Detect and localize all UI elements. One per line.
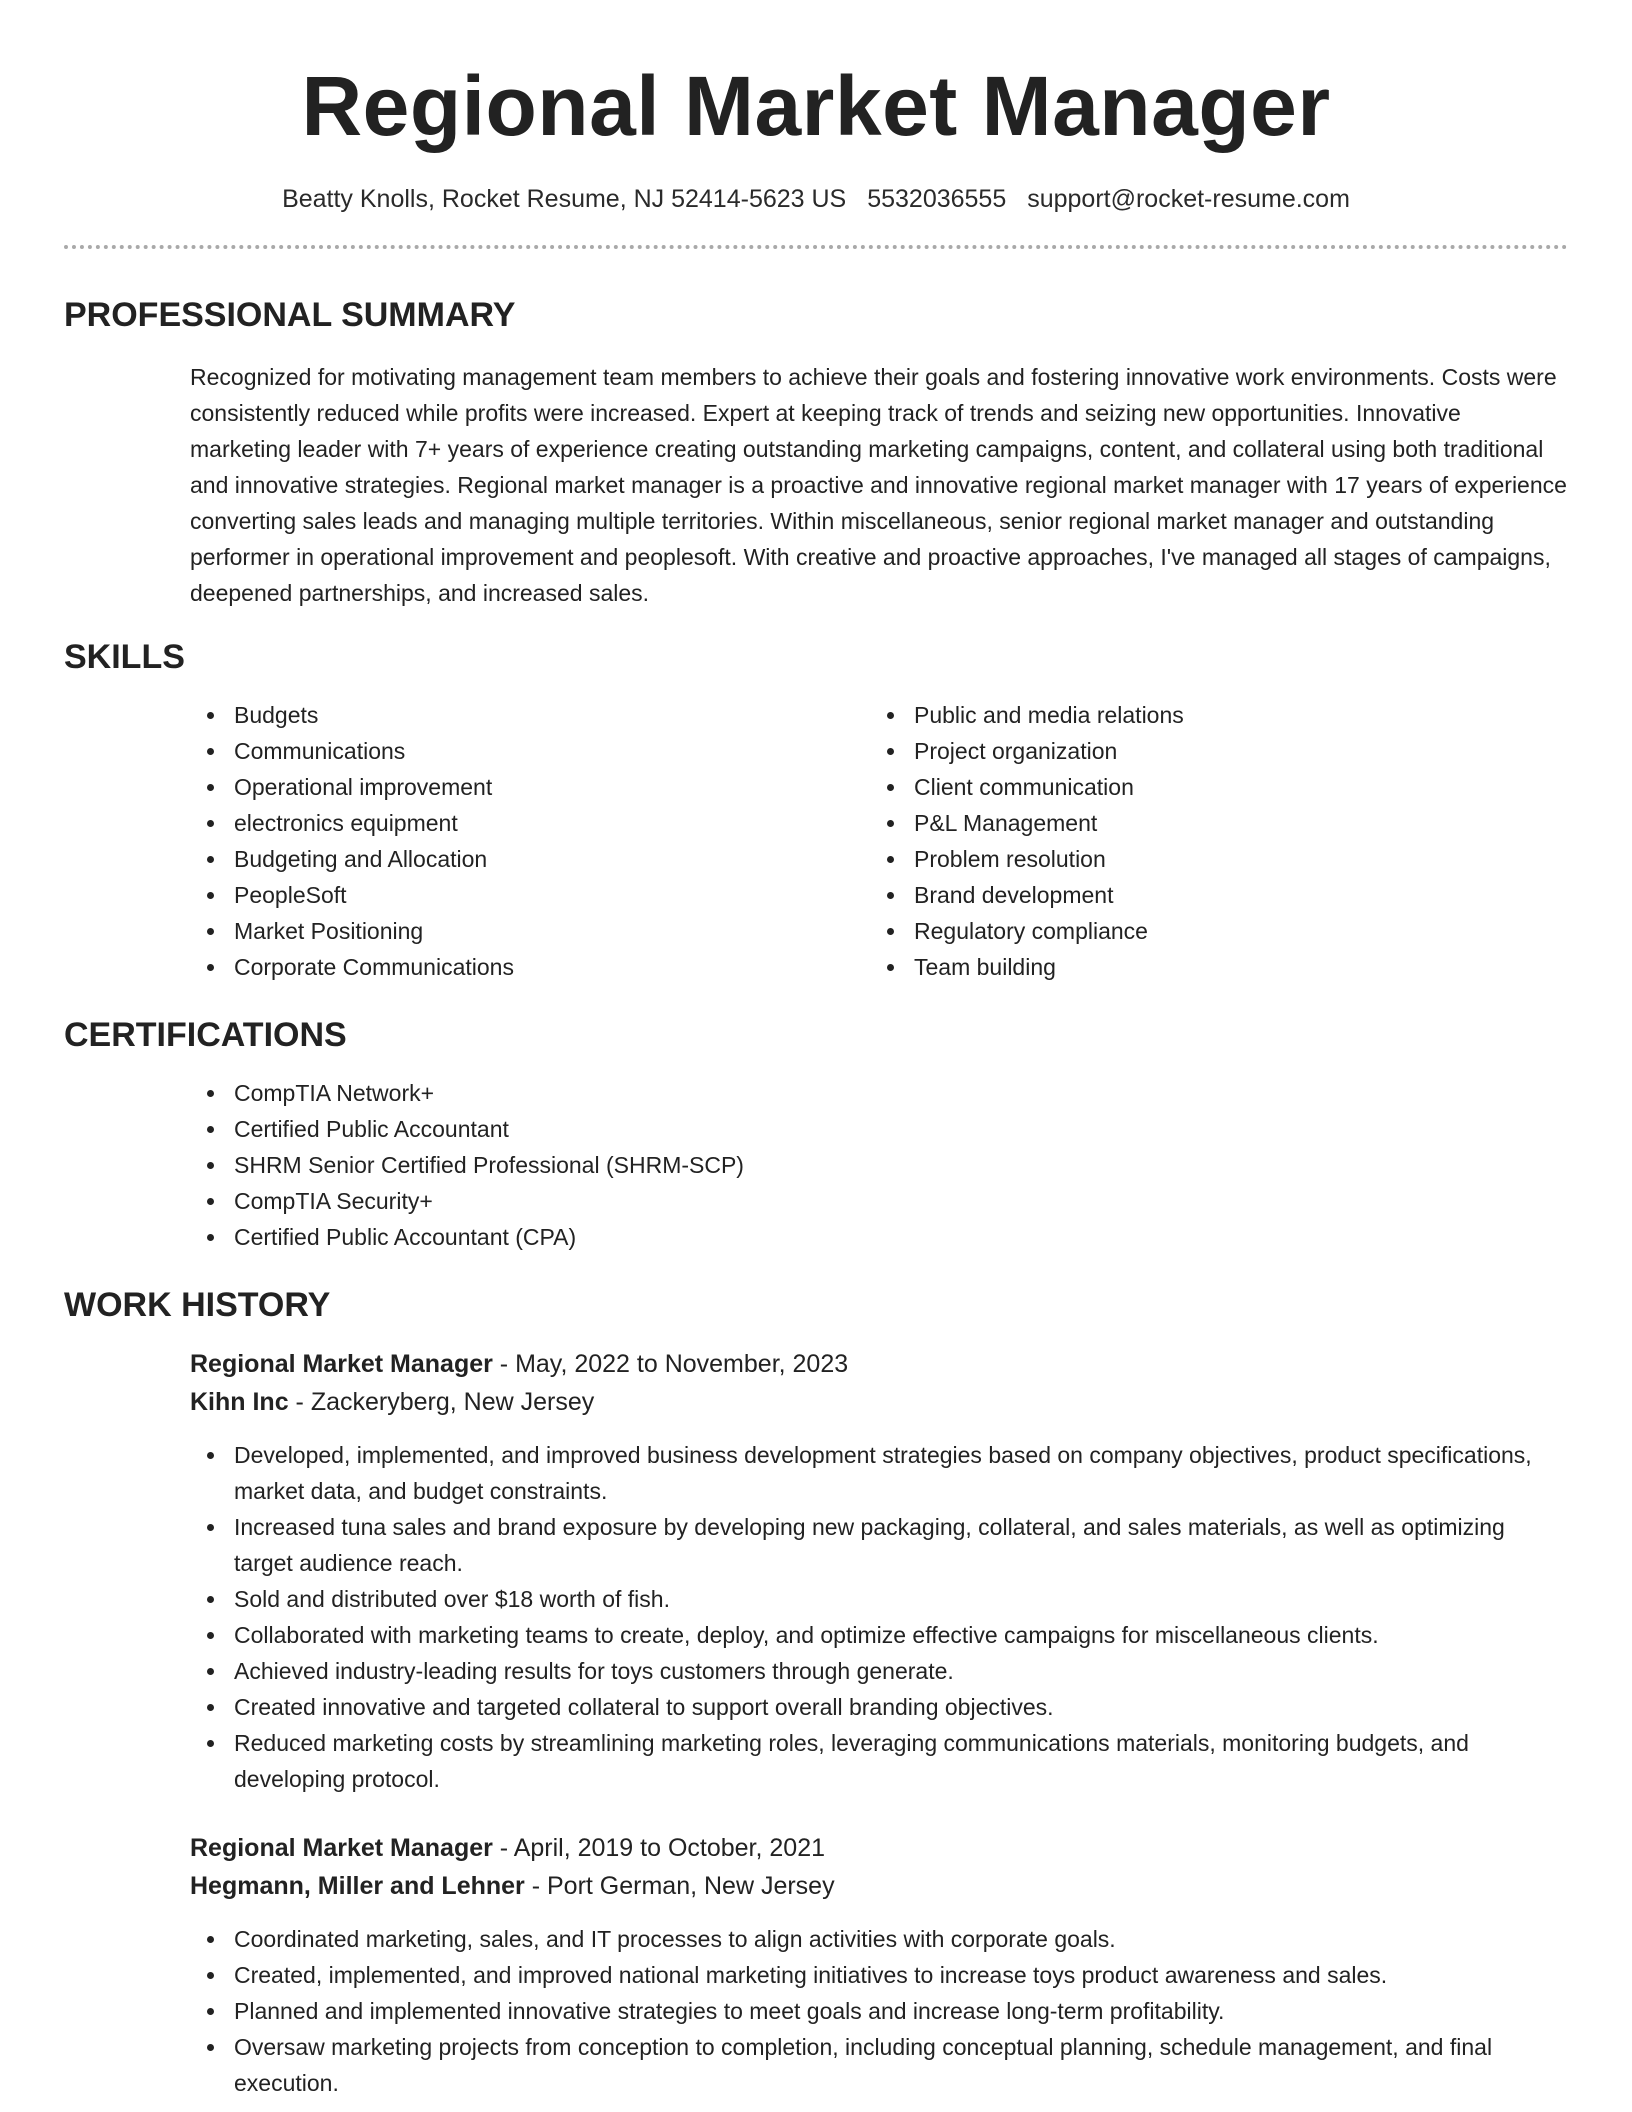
job-bullet: Achieved industry-leading results for toys customers through generate.: [190, 1653, 1568, 1689]
summary-text: Recognized for motivating management team members to achieve their goals and fostering innovative work environments. Costs were consistently reduced while profits were increased. Expert at keeping track of trends and seizing new opportunities. Innovative marketing leader with 7+ years of experience creating outstanding marketing campaigns, content, and collateral using both traditional and innovative strategies. Regional market manager is a proactive and innovative regional market manager with 17 years of experience converting sales leads and managing multiple territories. Within miscellaneous, senior regional market manager and outstanding performer in operational improvement and peoplesoft. With creative and proactive approaches, I've managed all stages of campaigns, deepened partnerships, and increased sales.: [190, 364, 1567, 606]
job-bullets: [190, 1921, 1568, 2101]
certification-item: CompTIA Network+: [190, 1075, 1568, 1111]
skill-item: Communications: [190, 733, 870, 769]
skill-item: Market Positioning: [190, 913, 870, 949]
job-bullets: [190, 1437, 1568, 1797]
job-location: - Zackeryberg, New Jersey: [288, 1388, 595, 1416]
skill-item: Public and media relations: [870, 697, 1550, 733]
job-bullet: Developed, implemented, and improved business development strategies based on company objectives, product specifications, market data, and budget constraints.: [190, 1437, 1568, 1509]
skills-columns: [190, 697, 1568, 985]
certification-item: SHRM Senior Certified Professional (SHRM-SCP): [190, 1147, 1568, 1183]
resume-name: Regional Market Manager: [301, 59, 1331, 153]
skills-list-left: [190, 697, 870, 985]
job-bullet: Oversaw marketing projects from conception to completion, including conceptual planning, schedule management, and final execution.: [190, 2029, 1568, 2101]
contact-address: Beatty Knolls, Rocket Resume, NJ 52414-5623 US: [282, 185, 847, 213]
skill-item: Budgets: [190, 697, 870, 733]
skill-item: Client communication: [870, 769, 1550, 805]
contact-email: support@rocket-resume.com: [1027, 185, 1350, 213]
header-divider: [64, 245, 1568, 249]
job-role: Regional Market Manager: [190, 1834, 493, 1862]
contact-phone: 5532036555: [867, 185, 1007, 213]
job-role: Regional Market Manager: [190, 1350, 493, 1378]
skill-item: Corporate Communications: [190, 949, 870, 985]
skill-item: Budgeting and Allocation: [190, 841, 870, 877]
job-location: - Port German, New Jersey: [524, 1872, 835, 1900]
skill-item: P&L Management: [870, 805, 1550, 841]
job-bullet: Collaborated with marketing teams to create, deploy, and optimize effective campaigns for miscellaneous clients.: [190, 1617, 1568, 1653]
skills-heading: SKILLS: [64, 638, 185, 676]
certification-item: Certified Public Accountant: [190, 1111, 1568, 1147]
job-bullet: Increased tuna sales and brand exposure by developing new packaging, collateral, and sales materials, as well as optimizing target audience reach.: [190, 1509, 1568, 1581]
contact-line: [64, 184, 1568, 214]
job-company-line: [190, 1383, 1568, 1421]
job-entry: [190, 1345, 1568, 1797]
job-dates: - May, 2022 to November, 2023: [492, 1350, 849, 1378]
job-bullet: Created, implemented, and improved national marketing initiatives to increase toys product awareness and sales.: [190, 1957, 1568, 1993]
job-title-line: [190, 1829, 1568, 1867]
job-dates: - April, 2019 to October, 2021: [492, 1834, 826, 1862]
job-bullet: Coordinated marketing, sales, and IT processes to align activities with corporate goals.: [190, 1921, 1568, 1957]
job-bullet: Sold and distributed over $18 worth of fish.: [190, 1581, 1568, 1617]
certifications-heading: CERTIFICATIONS: [64, 1016, 347, 1054]
job-entry: [190, 1829, 1568, 2101]
work-history-heading: WORK HISTORY: [64, 1286, 331, 1324]
skill-item: Operational improvement: [190, 769, 870, 805]
summary-heading: PROFESSIONAL SUMMARY: [64, 296, 516, 334]
certification-item: Certified Public Accountant (CPA): [190, 1219, 1568, 1255]
skill-item: Brand development: [870, 877, 1550, 913]
skill-item: Problem resolution: [870, 841, 1550, 877]
certification-item: CompTIA Security+: [190, 1183, 1568, 1219]
skill-item: PeopleSoft: [190, 877, 870, 913]
job-company: Hegmann, Miller and Lehner: [190, 1872, 525, 1900]
skill-item: electronics equipment: [190, 805, 870, 841]
job-company: Kihn Inc: [190, 1388, 289, 1416]
skill-item: Regulatory compliance: [870, 913, 1550, 949]
job-company-line: [190, 1867, 1568, 1905]
certifications-list: [190, 1075, 1568, 1255]
job-bullet: Reduced marketing costs by streamlining marketing roles, leveraging communications materials, monitoring budgets, and developing protocol.: [190, 1725, 1568, 1797]
job-title-line: [190, 1345, 1568, 1383]
job-bullet: Created innovative and targeted collateral to support overall branding objectives.: [190, 1689, 1568, 1725]
skill-item: Team building: [870, 949, 1550, 985]
skill-item: Project organization: [870, 733, 1550, 769]
skills-list-right: [870, 697, 1550, 985]
job-bullet: Planned and implemented innovative strategies to meet goals and increase long-term profitability.: [190, 1993, 1568, 2029]
